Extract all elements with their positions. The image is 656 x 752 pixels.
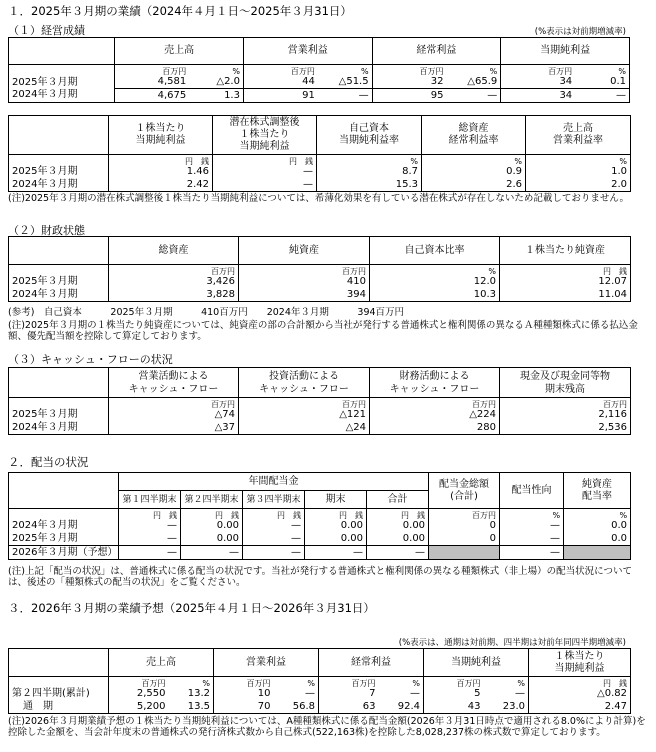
col-header-year-end: 期末: [305, 491, 367, 509]
cell-value: 13.5: [169, 700, 214, 714]
section3-title: ３．2026年３月期の業績予想（2025年４月１日～2026年３月31日）: [8, 601, 375, 615]
cell-value: △74: [214, 409, 235, 420]
cell-value: —: [305, 546, 367, 560]
cell-value: 32: [430, 76, 444, 87]
unit-label: %: [232, 67, 240, 76]
col-header: １株当たり純資産: [500, 237, 631, 265]
cell-value: 0.00: [216, 520, 239, 531]
cell-value: —: [410, 688, 420, 699]
blank-header: [9, 38, 115, 65]
row-label: 2025年３月期: [9, 265, 109, 289]
col-header: 当期純利益: [501, 38, 630, 65]
cell-value: △121: [339, 409, 366, 420]
cell-value: 70: [214, 700, 274, 714]
cell-value: 1.0: [611, 166, 627, 177]
unit-label: 百万円: [351, 679, 376, 688]
cell-value: —: [447, 89, 501, 103]
unit-label: %: [410, 157, 418, 166]
cell-value: —: [119, 546, 181, 560]
cell-value: —: [167, 520, 177, 531]
cell-value: 7: [369, 688, 376, 699]
unit-label: 円 銭: [603, 267, 627, 276]
cell-value: 4,581: [157, 76, 187, 87]
cell-value: 5: [474, 688, 481, 699]
row-label: 2024年３月期: [9, 178, 109, 192]
cell-value: 0.1: [610, 76, 626, 87]
unit-label: 円 銭: [153, 511, 177, 520]
cell-value: —: [181, 546, 243, 560]
unit-label: 百万円: [141, 679, 166, 688]
cell-value: 11.04: [500, 288, 631, 302]
cell-value: 280: [370, 421, 500, 435]
unit-label: 円 銭: [185, 157, 209, 166]
col-header: 現金及び現金同等物 期末残高: [500, 368, 631, 398]
col-header: 経常利益: [372, 38, 501, 65]
col-header: 純資産: [239, 237, 370, 265]
cell-value: 3,426: [206, 276, 235, 287]
cell-value: 0: [489, 520, 497, 531]
unit-label: %: [618, 67, 626, 76]
cell-value: 15.3: [317, 178, 422, 192]
col-header: １株当たり 当期純利益: [109, 116, 213, 155]
unit-label: %: [552, 511, 561, 520]
annual-dividend-header: 年間配当金: [119, 473, 429, 491]
cell-value: 95: [372, 89, 446, 103]
cell-value: 43: [424, 700, 484, 714]
financial-position-table: [8, 236, 631, 302]
cell-value: 0.0: [564, 532, 631, 546]
cell-value: 0.00: [181, 532, 243, 546]
row-label: 通 期: [9, 700, 109, 714]
cell-value: 2,536: [500, 421, 631, 435]
unit-label: 百万円: [211, 400, 235, 409]
col-header: 潜在株式調整後 １株当たり 当期純利益: [213, 116, 317, 155]
cell-value: —: [243, 546, 305, 560]
cell-value: 44: [302, 76, 315, 87]
col-header: 当期純利益: [424, 649, 529, 677]
unit-label: 百万円: [342, 267, 366, 276]
cell-value: 12.0: [473, 276, 496, 287]
col-header: 自己資本比率: [370, 237, 500, 265]
cell-value: —: [575, 89, 629, 103]
cell-value: —: [305, 688, 315, 699]
unit-label: 円 銭: [339, 511, 363, 520]
col-header: 売上高 営業利益率: [526, 116, 631, 155]
col-header-q2: 第２四半期末: [181, 491, 243, 509]
operating-results-table: [8, 37, 630, 103]
cell-value: 13.2: [187, 688, 210, 699]
cell-value: 0.00: [305, 532, 367, 546]
cell-value: —: [515, 688, 525, 699]
row-label: 2024年３月期: [9, 89, 115, 103]
cell-value: 0.9: [506, 166, 522, 177]
cell-value: 2,116: [598, 409, 627, 420]
subsection-operating-results: （１）経営成績: [8, 24, 85, 37]
cell-value: —: [243, 532, 305, 546]
cell-value: △65.9: [467, 76, 498, 87]
cell-value: 1.3: [189, 89, 243, 103]
cell-value: 5,200: [109, 700, 169, 714]
cell-value: 12.07: [598, 276, 627, 287]
cell-value: 3,828: [109, 288, 239, 302]
row-label: 2025年３月期: [9, 532, 119, 546]
payout-ratio-header: 配当性向: [500, 473, 564, 509]
cell-value: 4,675: [115, 89, 189, 103]
note-bps: (注)2025年３月期の１株当たり純資産については、純資産の部の合計額から当社が発行する普通株式と権利関係の異なるＡ種種類株式に係る払込金額、優先配当額を控除して算定しております。: [8, 320, 638, 342]
per-share-ratio-table: [8, 115, 631, 192]
cell-value: 34: [559, 76, 573, 87]
cell-value: 23.0: [484, 700, 529, 714]
cell-value: 34: [501, 89, 575, 103]
dividend-table: [8, 472, 631, 560]
row-label: 2024年３月期: [9, 509, 119, 533]
cell-value: △2.0: [216, 76, 240, 87]
cell-value: 2.47: [529, 700, 631, 714]
row-label: 2025年３月期: [9, 65, 115, 89]
cell-value: 2.6: [422, 178, 526, 192]
row-label: 2024年３月期: [9, 421, 109, 435]
col-header: 財務活動による キャッシュ・フロー: [370, 368, 500, 398]
unit-label: 円 銭: [603, 679, 627, 688]
unit-label: 百万円: [290, 67, 315, 76]
unit-label: 円 銭: [215, 511, 239, 520]
row-label: 2024年３月期: [9, 288, 109, 302]
col-header: １株当たり 当期純利益: [529, 649, 631, 677]
cell-value: 394: [239, 288, 370, 302]
cell-value: △37: [109, 421, 239, 435]
cell-value: 0: [429, 532, 500, 546]
unit-label: 百万円: [472, 400, 496, 409]
col-header: 総資産: [109, 237, 239, 265]
cell-value: △51.5: [338, 76, 369, 87]
cell-value: 0.00: [402, 520, 426, 531]
unit-label: %: [619, 157, 627, 166]
unit-label: 百万円: [456, 679, 481, 688]
pct-note-forecast: (%表示は、通期は対前期、四半期は対前年同四半期増減率): [398, 638, 626, 648]
cell-value: —: [303, 166, 313, 177]
unit-label: %: [514, 157, 522, 166]
col-header: 売上高: [109, 649, 214, 677]
unit-label: %: [412, 679, 420, 688]
col-header: 総資産 経常利益率: [422, 116, 526, 155]
col-header: 売上高: [115, 38, 244, 65]
subsection-cash-flow: （３）キャッシュ・フローの状況: [8, 353, 173, 366]
cell-value: △0.82: [597, 688, 627, 699]
col-header: 投資活動による キャッシュ・フロー: [239, 368, 370, 398]
section1-title: １．2025年３月期の業績（2024年４月１日～2025年３月31日）: [8, 4, 352, 18]
unit-label: %: [307, 679, 315, 688]
cell-value: —: [500, 546, 564, 560]
cell-value: 1.46: [186, 166, 209, 177]
cash-flow-table: [8, 367, 631, 435]
shaded-cell: [429, 546, 500, 560]
col-header: 自己資本 当期純利益率: [317, 116, 422, 155]
cell-value: △224: [469, 409, 496, 420]
col-header: 営業利益: [214, 649, 319, 677]
cell-value: 92.4: [379, 700, 424, 714]
cell-value: —: [119, 532, 181, 546]
cell-value: 0.00: [367, 532, 429, 546]
cell-value: 10.3: [370, 288, 500, 302]
cell-value: 2.0: [526, 178, 631, 192]
col-header-q1: 第１四半期末: [119, 491, 181, 509]
cell-value: —: [213, 178, 317, 192]
row-label: 2025年３月期: [9, 155, 109, 179]
cell-value: —: [367, 546, 429, 560]
unit-label: 円 銭: [289, 157, 313, 166]
shaded-cell: [564, 546, 631, 560]
cell-value: 0.00: [340, 520, 363, 531]
cell-value: 0.0: [611, 520, 628, 531]
cell-value: 2.42: [109, 178, 213, 192]
unit-label: 円 銭: [277, 511, 301, 520]
cell-value: 63: [319, 700, 379, 714]
unit-label: 百万円: [548, 67, 573, 76]
unit-label: 百万円: [603, 400, 627, 409]
note-dividend: (注)上記「配当の状況」は、普通株式に係る配当の状況です。当社が発行する普通株式と権利関係の異なる種類株式（非上場）の配当状況については、後述の「種類株式の配当の状況」をご覧ください。: [8, 566, 632, 588]
col-header: 営業利益: [243, 38, 372, 65]
pct-note: (%表示は対前期増減率): [534, 27, 626, 37]
forecast-table: [8, 648, 631, 714]
cell-value: 8.7: [402, 166, 418, 177]
cell-value: 2,550: [136, 688, 166, 699]
unit-label: 百万円: [211, 267, 235, 276]
unit-label: 百万円: [419, 67, 444, 76]
total-dividend-header: 配当金総額 (合計): [429, 473, 500, 509]
unit-label: %: [489, 67, 498, 76]
row-label: 2026年３月期（予想）: [9, 546, 119, 560]
cell-value: 56.8: [274, 700, 319, 714]
unit-label: %: [361, 67, 369, 76]
note-diluted-eps: (注)2025年３月期の潜在株式調整後１株当たり当期純利益については、希薄化効果を有している潜在株式が存在しないため記載しておりません。: [8, 193, 629, 204]
row-label: 第２四半期(累計): [9, 677, 109, 701]
unit-label: 百万円: [472, 511, 497, 520]
dividend-on-equity-header: 純資産 配当率: [564, 473, 631, 509]
cell-value: 10: [257, 688, 271, 699]
unit-label: 円 銭: [401, 511, 426, 520]
reference-equity: (参考) 自己資本 2025年３月期 410百万円 2024年３月期 394百万円: [8, 307, 405, 318]
col-header: 経常利益: [319, 649, 424, 677]
cell-value: —: [291, 520, 301, 531]
unit-label: 百万円: [342, 400, 366, 409]
cell-value: —: [550, 520, 561, 531]
cell-value: —: [500, 532, 564, 546]
row-label: 2025年３月期: [9, 398, 109, 422]
subsection-financial-position: （２）財政状態: [8, 224, 85, 237]
unit-label: %: [202, 679, 210, 688]
cell-value: —: [318, 89, 372, 103]
section2-title: ２．配当の状況: [8, 455, 89, 469]
cell-value: 410: [346, 276, 366, 287]
unit-label: %: [517, 679, 525, 688]
unit-label: 百万円: [246, 679, 271, 688]
cell-value: 91: [243, 89, 317, 103]
col-header: 営業活動による キャッシュ・フロー: [109, 368, 239, 398]
unit-label: %: [619, 511, 628, 520]
unit-label: 百万円: [162, 67, 187, 76]
cell-value: △24: [239, 421, 370, 435]
note-forecast-eps: (注)2026年３月期業績予想の１株当たり当期純利益については、A種種類株式に係る配当金額(2026年３月31日時点で適用される8.0%により計算)を控除した金額を、当会計年度末の普通株式の発行済株式数から自己株式(522,163株)を控除した8,028,237株の株式数で算定しております。: [8, 716, 646, 738]
col-header-total: 合計: [367, 491, 429, 509]
unit-label: %: [488, 267, 496, 276]
col-header-q3: 第３四半期末: [243, 491, 305, 509]
